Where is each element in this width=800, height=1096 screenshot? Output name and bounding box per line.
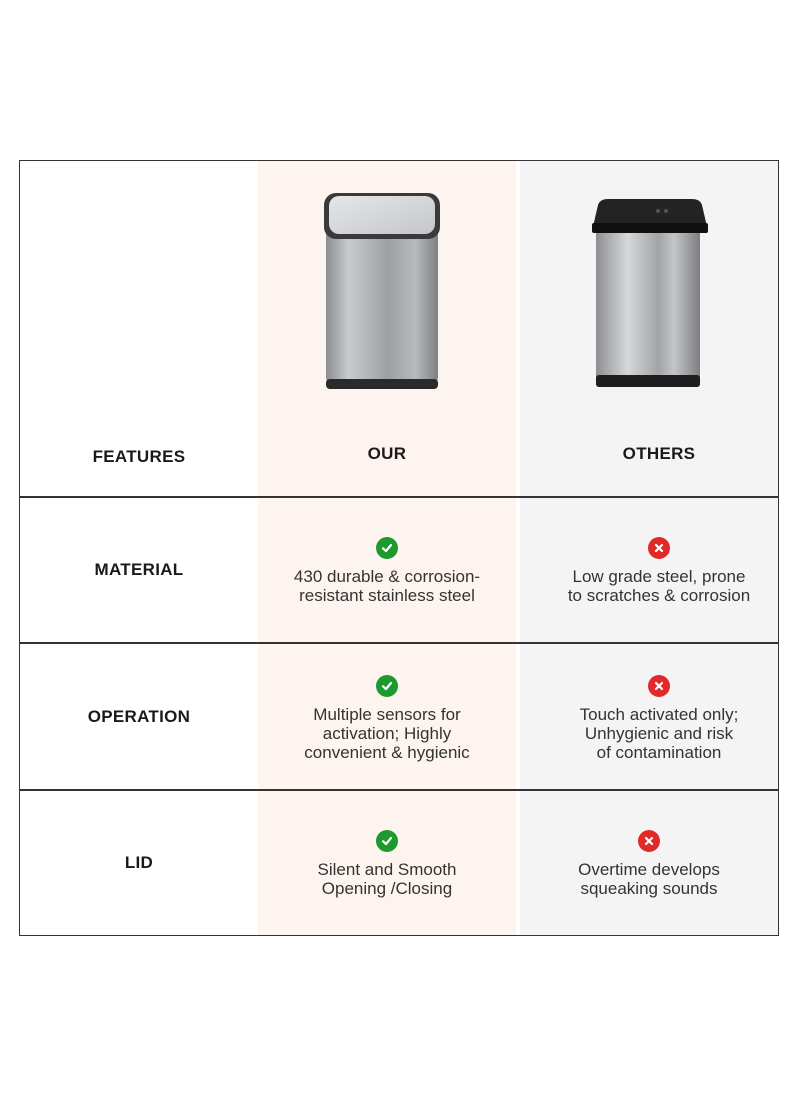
our-operation-cell	[258, 672, 516, 764]
our-material-text: 430 durable & corrosion- resistant stainless steel	[293, 567, 481, 605]
our-header: OUR	[367, 443, 407, 463]
others-header-cell	[520, 431, 798, 476]
row-divider	[20, 789, 778, 791]
comparison-table	[19, 160, 779, 936]
features-header-cell	[20, 431, 258, 483]
feature-label-material: MATERIAL	[94, 560, 184, 579]
cross-circle-icon	[638, 830, 660, 852]
feature-label-cell	[20, 833, 258, 893]
our-trash-can-image	[318, 187, 448, 395]
others-header: OTHERS	[622, 443, 696, 463]
row-divider	[20, 496, 778, 498]
feature-label-operation: OPERATION	[87, 707, 191, 726]
check-circle-icon	[376, 830, 398, 852]
check-circle-icon	[376, 537, 398, 559]
cross-circle-icon	[648, 675, 670, 697]
cross-circle-icon	[648, 537, 670, 559]
our-lid-text: Silent and Smooth Opening /Closing	[317, 860, 457, 898]
feature-label-lid: LID	[124, 853, 154, 872]
others-trash-can-image	[586, 197, 716, 393]
feature-label-cell	[20, 543, 258, 597]
check-circle-icon	[376, 675, 398, 697]
others-material-text: Low grade steel, prone to scratches & corrosion	[567, 567, 751, 605]
others-operation-text: Touch activated only; Unhygienic and risk of contamination	[579, 704, 739, 762]
others-lid-text: Overtime develops squeaking sounds	[578, 860, 720, 898]
others-operation-cell	[520, 672, 798, 764]
features-header: FEATURES	[92, 447, 186, 466]
others-lid-cell	[520, 827, 778, 901]
our-operation-text: Multiple sensors for activation; Highly convenient & hygienic	[304, 704, 470, 762]
feature-label-cell	[20, 687, 258, 747]
row-divider	[20, 642, 778, 644]
our-material-cell	[258, 536, 516, 606]
others-material-cell	[520, 536, 798, 606]
our-lid-cell	[258, 827, 516, 901]
our-header-cell	[258, 431, 516, 476]
